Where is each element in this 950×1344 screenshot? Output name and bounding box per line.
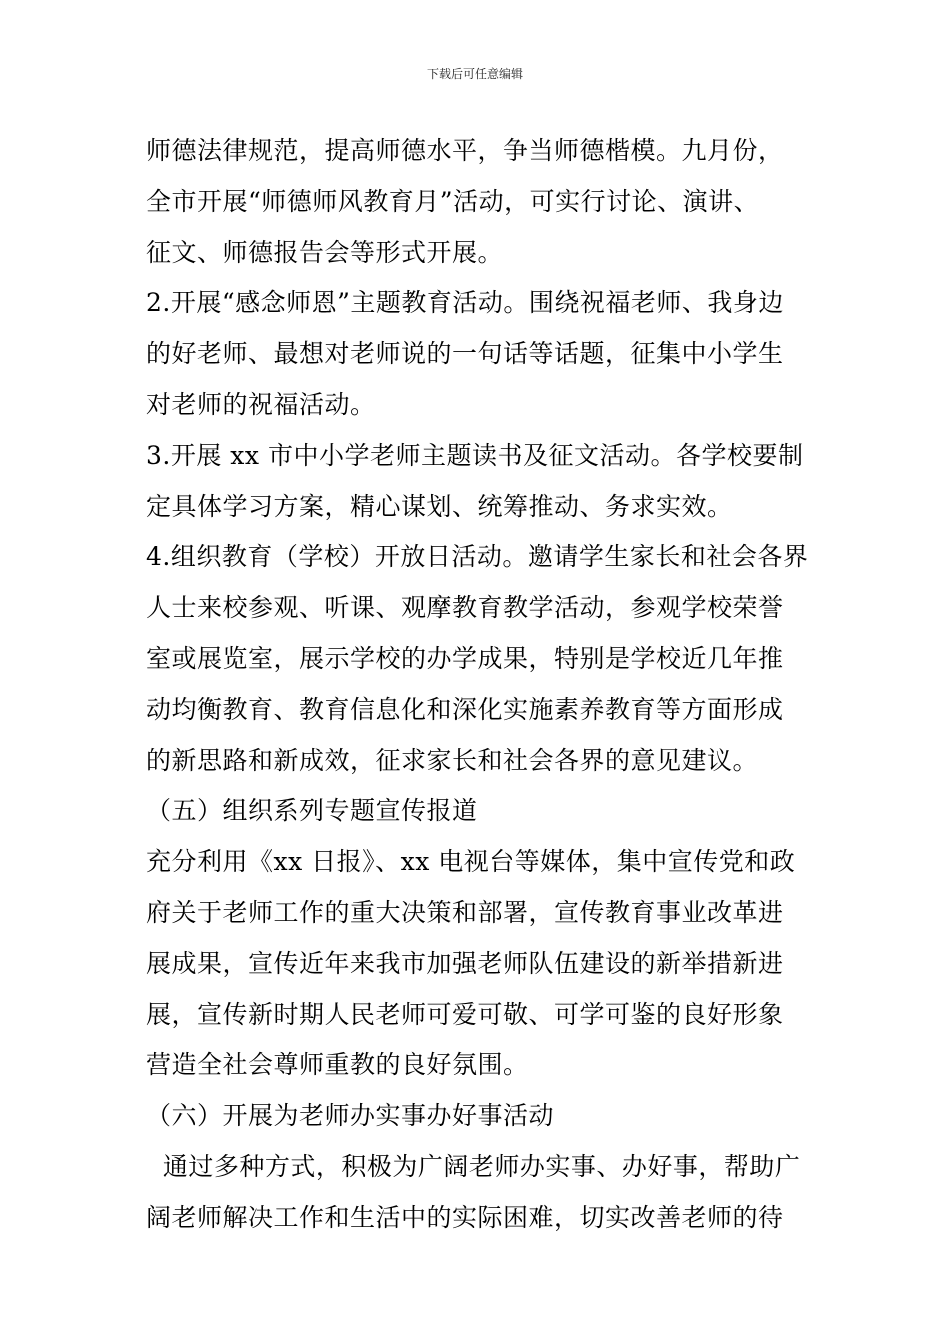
text-line: 师德法律规范，提高师德水平，争当师德楷模。九月份， (146, 136, 784, 165)
text-line: 全市开展“师德师风教育月”活动，可实行讨论、演讲、 (146, 186, 760, 216)
page-header: 下载后可任意编辑 (426, 67, 523, 81)
text-line: 的好老师、最想对老师说的一句话等话题，征集中小学生 (146, 339, 784, 369)
text-line: 动均衡教育、教育信息化和深化实施素养教育等方面形成 (146, 694, 784, 724)
text-line: 3.开展 xx 市中小学老师主题读书及征文活动。各学校要制 (146, 440, 804, 470)
text-line: 的新思路和新成效，征求家长和社会各界的意见建议。 (146, 745, 759, 775)
text-line: 征文、师德报告会等形式开展。 (146, 237, 504, 267)
text-line: 展成果，宣传近年来我市加强老师队伍建设的新举措新进 (146, 948, 784, 978)
text-line: 展，宣传新时期人民老师可爱可敬、可学可鉴的良好形象 (146, 999, 784, 1029)
text-line: 2.开展“感念师恩”主题教育活动。围绕祝福老师、我身边 (146, 288, 784, 318)
text-line: 府关于老师工作的重大决策和部署，宣传教育事业改革进 (146, 897, 784, 927)
text-line: 4.组织教育（学校）开放日活动。邀请学生家长和社会各界 (146, 542, 809, 572)
document-body (146, 126, 818, 1244)
text-line: 室或展览室，展示学校的办学成果，特别是学校近几年推 (146, 643, 784, 673)
text-line: 人士来校参观、听课、观摩教育教学活动，参观学校荣誉 (146, 593, 784, 623)
text-line: 阔老师解决工作和生活中的实际困难，切实改善老师的待 (146, 1202, 784, 1232)
text-line: 营造全社会尊师重教的良好氛围。 (146, 1050, 529, 1080)
text-line: 充分利用《xx 日报》、xx 电视台等媒体，集中宣传党和政 (146, 847, 796, 877)
text-line: 定具体学习方案，精心谋划、统筹推动、务求实效。 (146, 491, 733, 521)
section-heading: （五）组织系列专题宣传报道 (146, 796, 478, 826)
text-line: 对老师的祝福活动。 (146, 389, 376, 419)
text-line: 通过多种方式，积极为广阔老师办实事、办好事，帮助广 (146, 1151, 801, 1181)
section-heading: （六）开展为老师办实事办好事活动 (146, 1101, 555, 1131)
